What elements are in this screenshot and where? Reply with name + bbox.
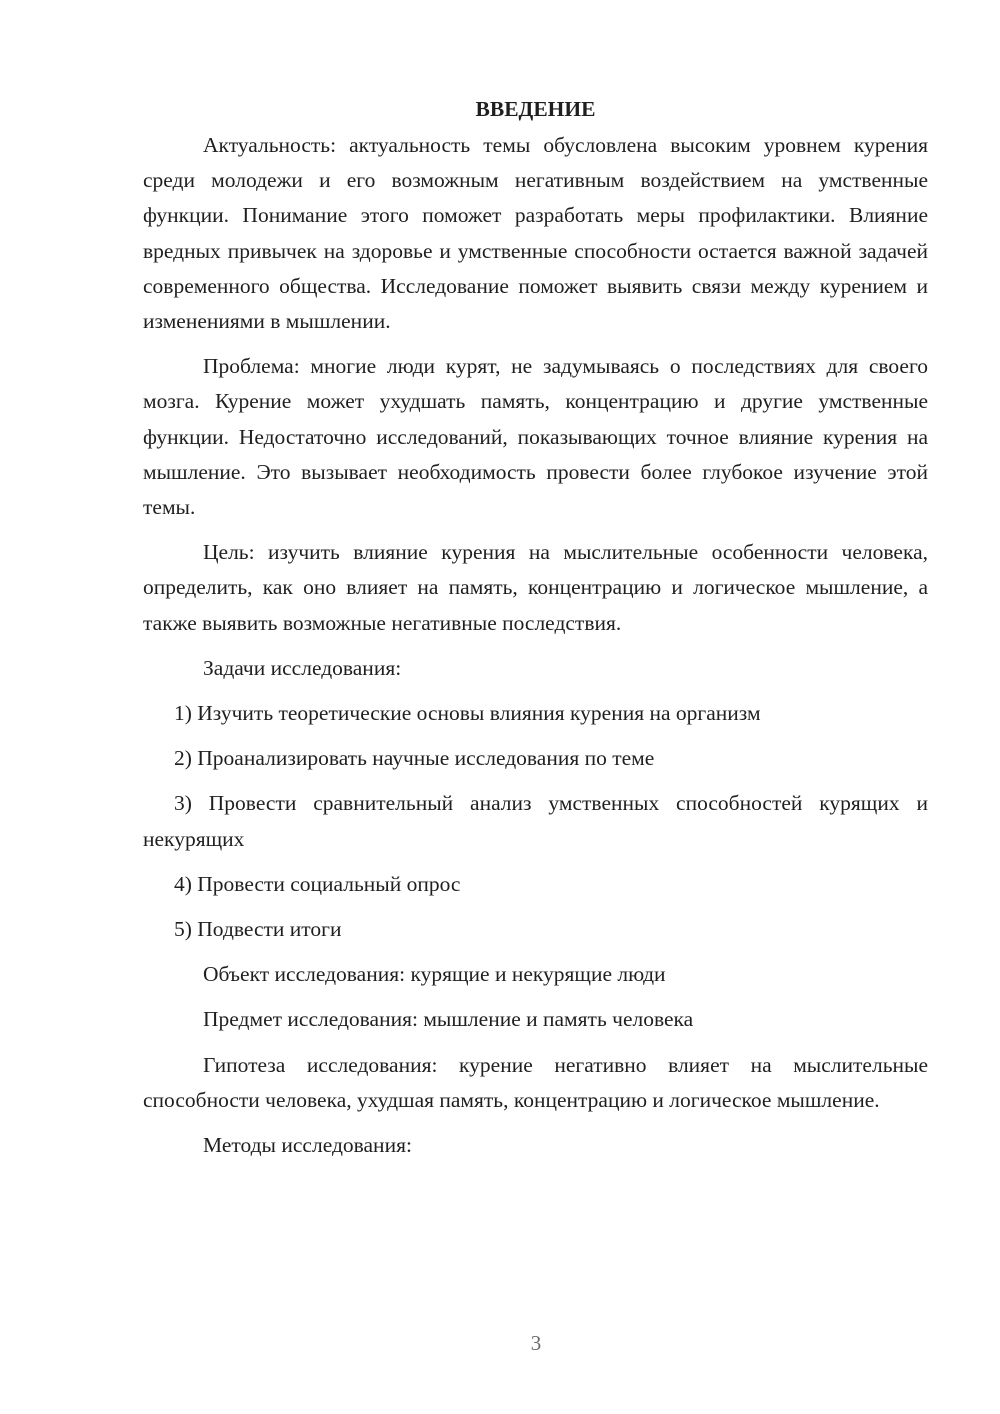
paragraph-goal: Цель: изучить влияние курения на мыслительные особенности человека, определить, как оно влияет на память, концентрацию и логическое мышление, а также выявить возможные негативные последствия. xyxy=(143,540,928,635)
paragraph-problem: Проблема: многие люди курят, не задумываясь о последствиях для своего мозга. Курение может ухудшать память, концентрацию и другие умственные функции. Недостаточно исследований, показывающих точное влияние курения на мышление. Это вызывает необходимость провести более глубокое изучение этой темы. xyxy=(143,354,928,520)
list-item-task-4: 4) Провести социальный опрос xyxy=(174,871,461,896)
list-item-task-1: 1) Изучить теоретические основы влияния курения на организм xyxy=(174,701,761,726)
list-item-task-2: 2) Проанализировать научные исследования по теме xyxy=(174,746,655,771)
paragraph-tasks-heading: Задачи исследования: xyxy=(203,655,402,680)
paragraph-subject: Предмет исследования: мышление и память человека xyxy=(203,1007,694,1032)
list-item-task-3: 3) Провести сравнительный анализ умственных способностей курящих и некурящих xyxy=(143,791,928,851)
paragraph-hypothesis: Гипотеза исследования: курение негативно влияет на мыслительные способности человека, ухудшая память, концентрацию и логическое мышление. xyxy=(143,1052,928,1112)
paragraph-object: Объект исследования: курящие и некурящие люди xyxy=(203,962,666,987)
page-title: ВВЕДЕНИЕ xyxy=(475,97,596,121)
paragraph-relevance: Актуальность: актуальность темы обусловлена высоким уровнем курения среди молодежи и его возможным негативным воздействием на умственные функции. Понимание этого поможет разработать меры профилактики. Влияние вредных привычек на здоровье и умственные способности остается важной задачей современного общества. Исследование поможет выявить связи между курением и изменениями в мышлении. xyxy=(143,133,928,334)
list-item-task-5: 5) Подвести итоги xyxy=(174,917,342,942)
page-number: 3 xyxy=(530,1331,542,1355)
document-page xyxy=(143,92,928,1173)
paragraph-methods: Методы исследования: xyxy=(203,1133,412,1158)
